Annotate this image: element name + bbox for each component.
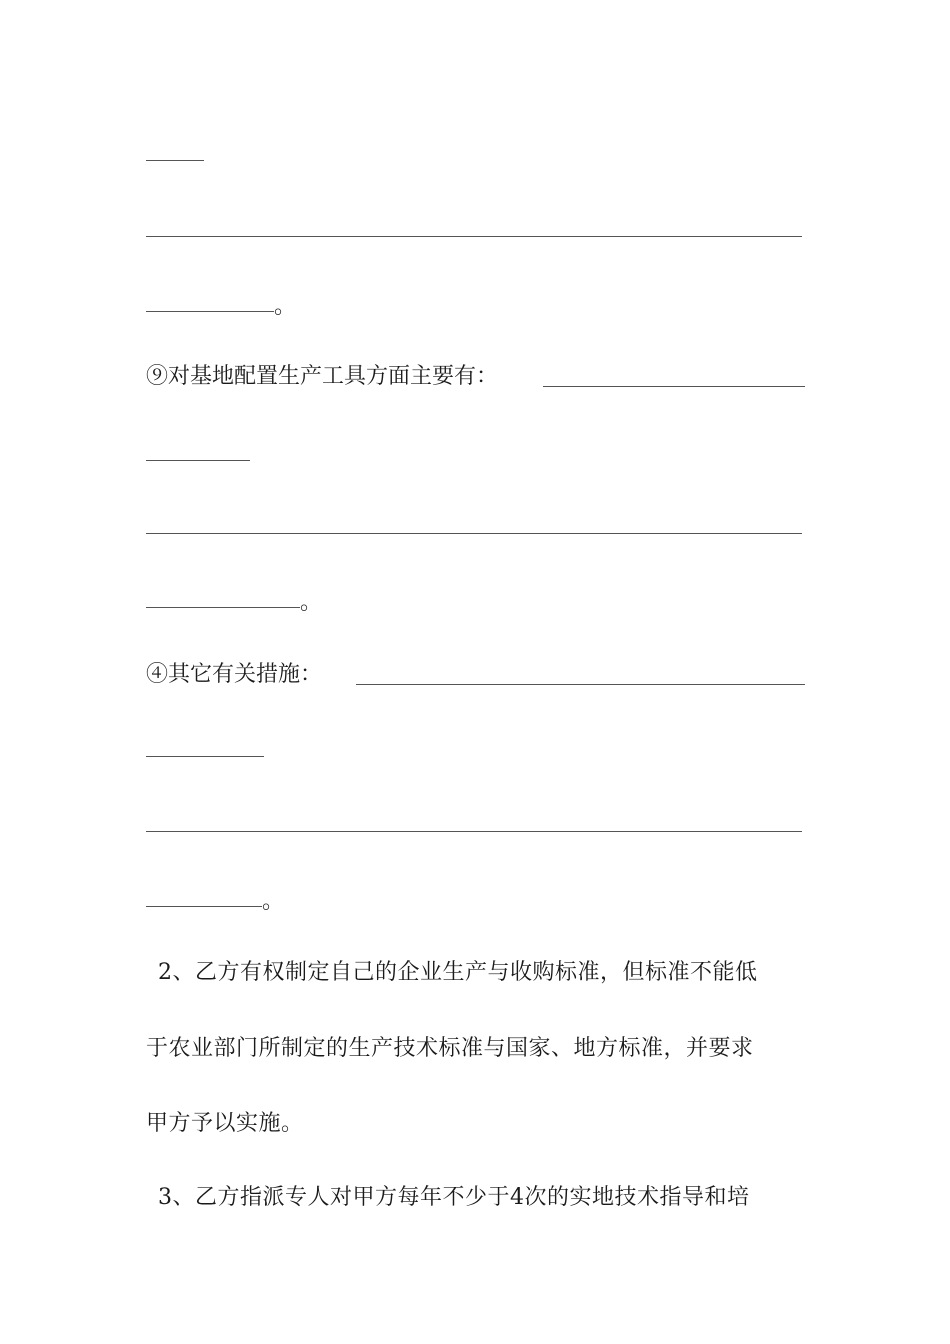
blank-line[interactable] (146, 607, 300, 608)
clause-3-line-1: 3、乙方指派专人对甲方每年不少于4次的实地技术指导和培 (158, 1185, 750, 1210)
item-9-label: ⑨对基地配置生产工具方面主要有： (146, 364, 499, 389)
clause-2-line-2: 于农业部门所制定的生产技术标准与国家、地方标准，并要求 (146, 1036, 754, 1061)
item-4-label: ④其它有关措施： (146, 662, 323, 687)
blank-line[interactable] (146, 311, 274, 312)
blank-line[interactable] (146, 533, 802, 534)
blank-line[interactable] (146, 460, 250, 461)
blank-line[interactable] (146, 906, 262, 907)
blank-line[interactable] (146, 756, 264, 757)
blank-line[interactable] (543, 386, 805, 387)
period-mark: 。 (262, 889, 285, 914)
blank-line[interactable] (146, 236, 802, 237)
blank-line[interactable] (356, 684, 805, 685)
period-mark: 。 (274, 294, 297, 319)
blank-line[interactable] (146, 831, 802, 832)
clause-2-line-3: 甲方予以实施。 (146, 1111, 304, 1136)
blank-line[interactable] (146, 160, 204, 161)
clause-2-line-1: 2、乙方有权制定自己的企业生产与收购标准，但标准不能低 (158, 960, 758, 985)
period-mark: 。 (300, 590, 323, 615)
